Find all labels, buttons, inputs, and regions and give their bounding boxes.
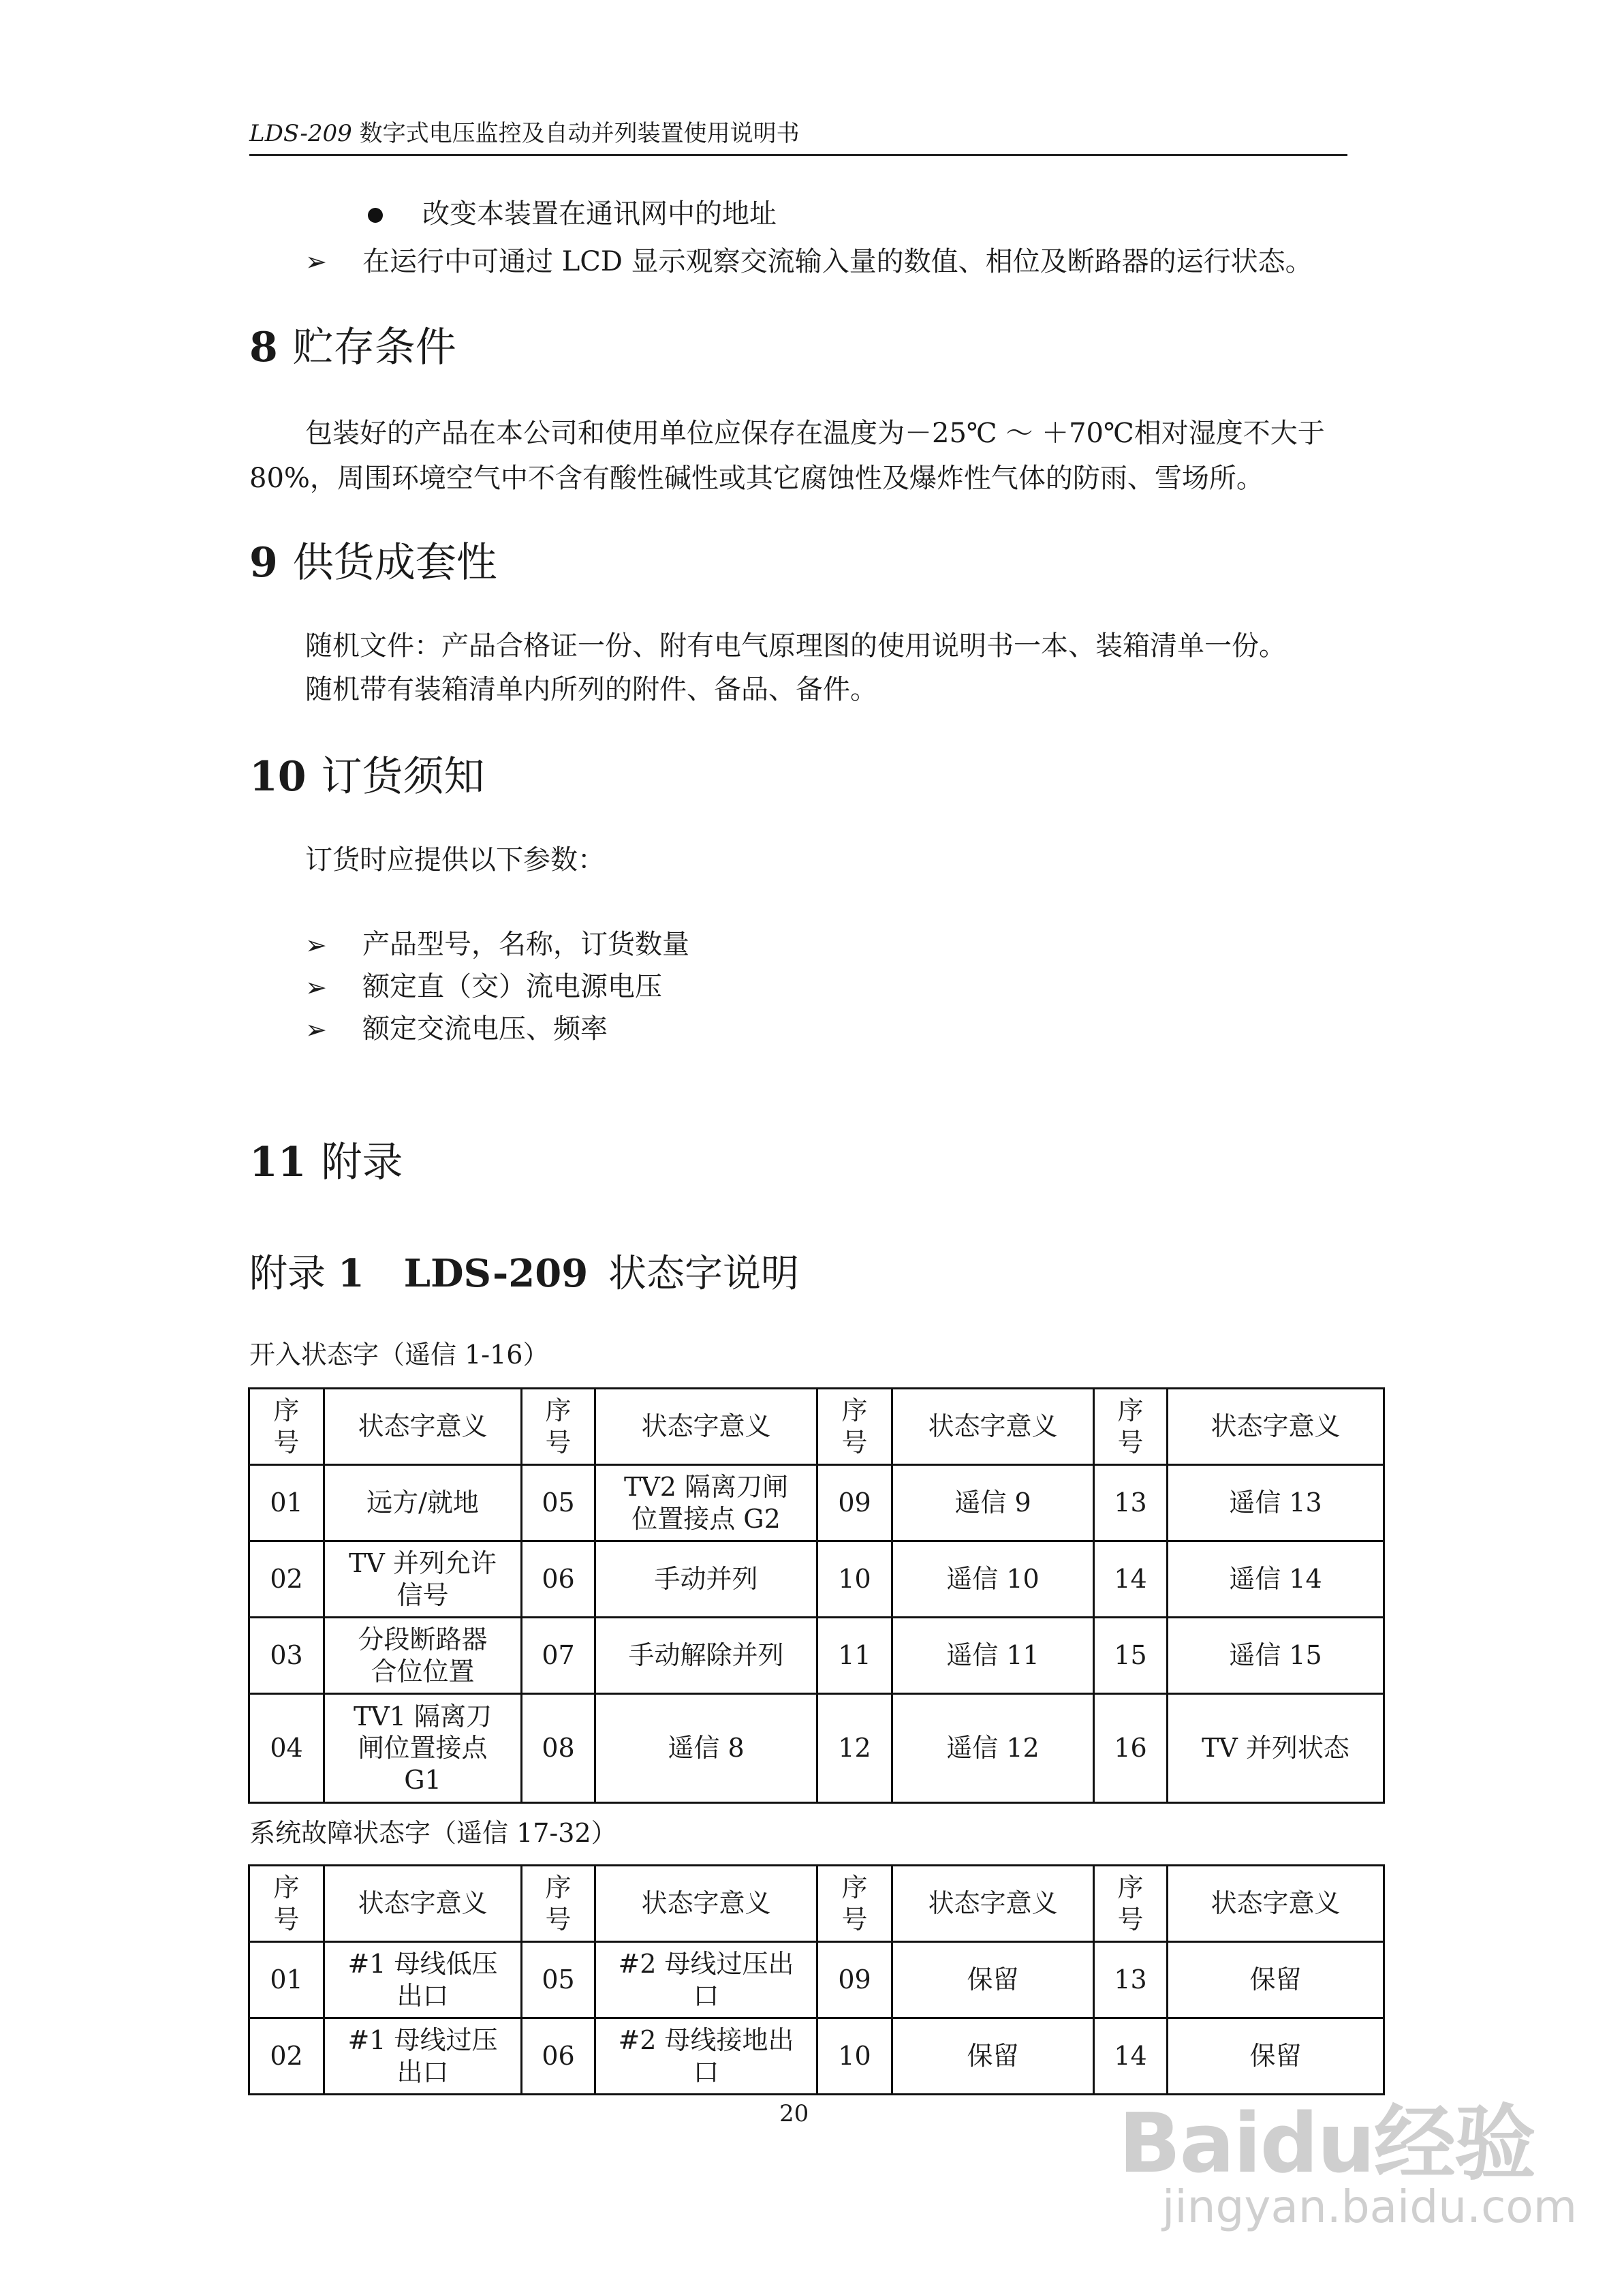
table-header-row — [249, 1389, 1384, 1465]
table-cell: TV 并列状态 — [1168, 1694, 1384, 1803]
intro-arrow-item: 在运行中可通过 LCD 显示观察交流输入量的数值、相位及断路器的运行状态。 — [362, 246, 1313, 277]
appendix-title: 状态字说明 — [608, 1252, 799, 1296]
appendix-number: 1 — [337, 1251, 364, 1296]
header-meaning: 状态字意义 — [892, 1389, 1094, 1465]
section-9-number: 9 — [249, 539, 278, 587]
header-seq: 序 号 — [817, 1866, 892, 1942]
header-seq: 序 号 — [249, 1866, 324, 1942]
table-1-caption: 开入状态字（遥信 1-16） — [249, 1340, 549, 1370]
header-meaning: 状态字意义 — [324, 1866, 522, 1942]
order-item: 额定直（交）流电源电压 — [362, 971, 662, 1002]
table-cell: 保留 — [892, 1942, 1094, 2018]
section-9-paragraph-line-1: 随机文件：产品合格证一份、附有电气原理图的使用说明书一本、装箱清单一份。 — [305, 630, 1286, 662]
section-10-intro: 订货时应提供以下参数： — [305, 844, 605, 876]
section-10-title: 订货须知 — [321, 753, 485, 801]
arrow-bullet-icon: ➢ — [305, 930, 327, 960]
table-cell: 02 — [249, 1541, 324, 1618]
section-8-paragraph-line-1: 包装好的产品在本公司和使用单位应保存在温度为－25℃ ～ ＋70℃相对湿度不大于 — [305, 418, 1325, 449]
table-cell: 11 — [817, 1618, 892, 1694]
header-meaning: 状态字意义 — [892, 1866, 1094, 1942]
section-11-title: 附录 — [321, 1139, 403, 1186]
section-10-number: 10 — [249, 753, 307, 801]
table-cell: 15 — [1094, 1618, 1168, 1694]
status-table-2 — [248, 1864, 1385, 2095]
order-item: 产品型号，名称，订货数量 — [362, 929, 689, 960]
table-cell: 遥信 11 — [892, 1618, 1094, 1694]
table-row — [249, 1618, 1384, 1694]
table-cell: 遥信 9 — [892, 1465, 1094, 1541]
table-cell: TV 并列允许 信号 — [324, 1541, 522, 1618]
header-seq: 序 号 — [522, 1866, 595, 1942]
table-cell: 遥信 8 — [595, 1694, 817, 1803]
header-model: LDS-209 — [249, 120, 352, 147]
arrow-bullet-icon: ➢ — [305, 972, 327, 1002]
table-cell: #1 母线过压 出口 — [324, 2018, 522, 2095]
table-cell: 12 — [817, 1694, 892, 1803]
table-cell: 04 — [249, 1694, 324, 1803]
order-item: 额定交流电压、频率 — [362, 1013, 608, 1045]
table-cell: 保留 — [1168, 1942, 1384, 2018]
table-cell: 01 — [249, 1465, 324, 1541]
table-cell: 05 — [522, 1465, 595, 1541]
table-cell: 遥信 10 — [892, 1541, 1094, 1618]
header-seq: 序 号 — [522, 1389, 595, 1465]
header-seq: 序 号 — [1094, 1389, 1168, 1465]
table-cell: 遥信 12 — [892, 1694, 1094, 1803]
table-row — [249, 1942, 1384, 2018]
appendix-model: LDS-209 — [403, 1251, 589, 1296]
bullet-dot-icon — [368, 208, 383, 223]
table-cell: #2 母线过压出 口 — [595, 1942, 817, 2018]
status-table-1 — [248, 1387, 1385, 1804]
header-meaning: 状态字意义 — [1168, 1389, 1384, 1465]
table-cell: 16 — [1094, 1694, 1168, 1803]
arrow-bullet-icon: ➢ — [305, 1015, 327, 1045]
table-cell: 06 — [522, 1541, 595, 1618]
table-cell: 遥信 15 — [1168, 1618, 1384, 1694]
table-cell: 分段断路器 合位位置 — [324, 1618, 522, 1694]
table-cell: 保留 — [892, 2018, 1094, 2095]
table-cell: 06 — [522, 2018, 595, 2095]
table-cell: TV2 隔离刀闸 位置接点 G2 — [595, 1465, 817, 1541]
table-cell: 手动并列 — [595, 1541, 817, 1618]
header-seq: 序 号 — [817, 1389, 892, 1465]
table-cell: #2 母线接地出 口 — [595, 2018, 817, 2095]
table-row — [249, 1694, 1384, 1803]
table-cell: #1 母线低压 出口 — [324, 1942, 522, 2018]
table-cell: 13 — [1094, 1465, 1168, 1541]
page-number: 20 — [779, 2100, 809, 2127]
table-cell: 10 — [817, 1541, 892, 1618]
section-8-number: 8 — [249, 324, 278, 371]
section-11-number: 11 — [249, 1139, 307, 1186]
table-cell: 01 — [249, 1942, 324, 2018]
table-cell: 手动解除并列 — [595, 1618, 817, 1694]
table-cell: TV1 隔离刀 闸位置接点 G1 — [324, 1694, 522, 1803]
table-2-caption: 系统故障状态字（遥信 17-32） — [249, 1818, 617, 1848]
watermark-logo: Baidu经验 — [1119, 2097, 1535, 2191]
header-meaning: 状态字意义 — [595, 1866, 817, 1942]
header-rule — [249, 154, 1347, 156]
table-cell: 14 — [1094, 2018, 1168, 2095]
header-meaning: 状态字意义 — [324, 1389, 522, 1465]
section-9-title: 供货成套性 — [292, 539, 497, 587]
section-10-heading — [249, 752, 485, 801]
section-8-title: 贮存条件 — [292, 324, 456, 371]
table-row — [249, 1541, 1384, 1618]
table-cell: 遥信 13 — [1168, 1465, 1384, 1541]
section-8-heading — [249, 323, 456, 372]
table-cell: 07 — [522, 1618, 595, 1694]
table-cell: 10 — [817, 2018, 892, 2095]
table-row — [249, 1465, 1384, 1541]
table-cell: 02 — [249, 2018, 324, 2095]
section-9-paragraph-line-2: 随机带有装箱清单内所列的附件、备品、备件。 — [305, 674, 877, 705]
section-8-paragraph-line-2: 80%，周围环境空气中不含有酸性碱性或其它腐蚀性及爆炸性气体的防雨、雪场所。 — [249, 463, 1264, 494]
table-cell: 远方/就地 — [324, 1465, 522, 1541]
section-9-heading — [249, 538, 497, 587]
table-cell: 保留 — [1168, 2018, 1384, 2095]
table-cell: 遥信 14 — [1168, 1541, 1384, 1618]
watermark-url: jingyan.baidu.com — [1162, 2181, 1578, 2233]
table-cell: 14 — [1094, 1541, 1168, 1618]
table-cell: 09 — [817, 1465, 892, 1541]
appendix-prefix: 附录 — [249, 1252, 326, 1296]
table-cell: 08 — [522, 1694, 595, 1803]
header-title: 数字式电压监控及自动并列装置使用说明书 — [352, 120, 800, 147]
intro-dot-item: 改变本装置在通讯网中的地址 — [422, 198, 777, 230]
running-header — [249, 114, 800, 148]
header-meaning: 状态字意义 — [1168, 1866, 1384, 1942]
header-seq: 序 号 — [1094, 1866, 1168, 1942]
table-cell: 09 — [817, 1942, 892, 2018]
header-seq: 序 号 — [249, 1389, 324, 1465]
table-cell: 05 — [522, 1942, 595, 2018]
header-meaning: 状态字意义 — [595, 1389, 817, 1465]
table-cell: 13 — [1094, 1942, 1168, 2018]
table-cell: 03 — [249, 1618, 324, 1694]
appendix-1-heading — [249, 1251, 799, 1297]
table-header-row — [249, 1866, 1384, 1942]
section-11-heading — [249, 1138, 403, 1187]
arrow-bullet-icon: ➢ — [305, 247, 327, 277]
